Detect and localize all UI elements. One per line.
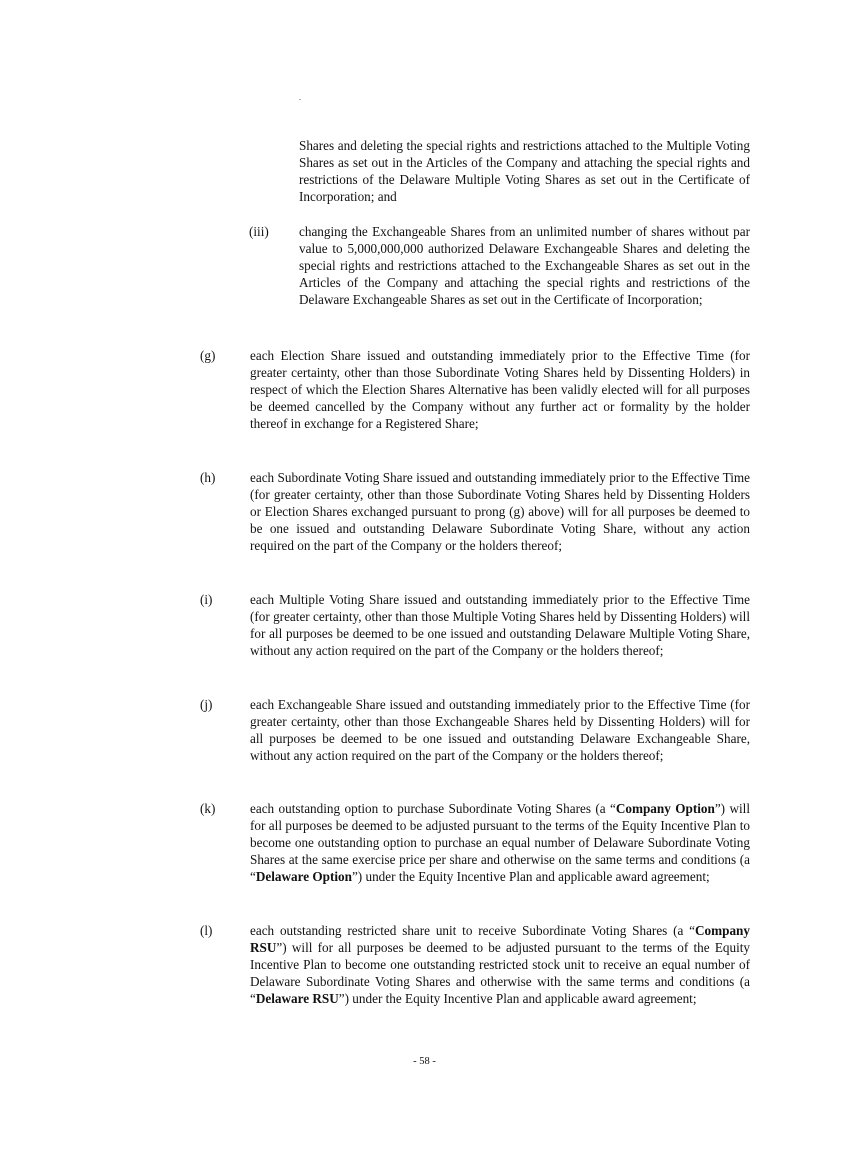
item-k-part-1: each outstanding option to purchase Subordinate Voting Shares (a “: [250, 801, 616, 816]
item-g-text: each Election Share issued and outstanding immediately prior to the Effective Time (for greater certainty, other than those Subordinate Voting Shares held by Dissenting Holders) in respect of which the Election Shares Alternative has been validly elected will for all purposes be deemed cancelled by the Company without any further act or formality by the holder thereof in exchange for a Registered Share;: [250, 348, 750, 432]
item-l-part-2: ”) will for all purposes be deemed to be adjusted pursuant to the terms of the Equity Incentive Plan to become one outstanding restricted stock unit to receive an equal number of Delaware Subordinate Voting Shares and otherwise with the same terms and conditions (a “: [250, 940, 750, 1007]
item-iii-text: changing the Exchangeable Shares from an unlimited number of shares without par value to 5,000,000,000 authorized Delaware Exchangeable Shares and deleting the special rights and restrictions attached to the Exchangeable Shares as set out in the Articles of the Company and attaching the special rights and restrictions of the Delaware Exchangeable Shares as set out in the Certificate of Incorporation;: [299, 224, 750, 308]
item-h-label: (h): [200, 470, 216, 485]
item-k-part-2: ”) will for all purposes be deemed to be adjusted pursuant to the terms of the Equity Incentive Plan to become one outstanding option to purchase an equal number of Delaware Subordinate Voting Shares at the same exercise price per share and otherwise on the same terms and conditions (a “: [250, 801, 750, 885]
item-h-text: each Subordinate Voting Share issued and outstanding immediately prior to the Effective Time (for greater certainty, other than those Subordinate Voting Shares held by Dissenting Holders or Election Shares exchanged pursuant to prong (g) above) will for all purposes be deemed to be one issued and outstanding Delaware Subordinate Voting Share, without any action required on the part of the Company or the holders thereof;: [250, 470, 750, 554]
item-k-part-3: ”) under the Equity Incentive Plan and applicable award agreement;: [351, 869, 710, 885]
item-k-text: [250, 800, 750, 885]
continuation-paragraph: Shares and deleting the special rights and restrictions attached to the Multiple Voting Shares as set out in the Articles of the Company and attaching the special rights and restrictions of the Delaware Multiple Voting Shares as set out in the Certificate of Incorporation; and: [299, 138, 750, 205]
defined-term-company-rsu: Company RSU: [250, 923, 750, 956]
page-number: - 58 -: [413, 1056, 436, 1067]
item-k-label: (k): [200, 801, 216, 816]
item-j-text: each Exchangeable Share issued and outstanding immediately prior to the Effective Time (for greater certainty, other than those Exchangeable Shares held by Dissenting Holders) will for all purposes be deemed to be one issued and outstanding Delaware Exchangeable Share, without any action required on the part of the Company or the holders thereof;: [250, 697, 750, 764]
item-l-part-3: ”) under the Equity Incentive Plan and applicable award agreement;: [338, 991, 697, 1007]
defined-term-company-option: Company Option: [615, 801, 715, 816]
item-l-part-1: each outstanding restricted share unit to receive Subordinate Voting Shares (a “: [250, 923, 696, 938]
item-j-label: (j): [200, 697, 213, 712]
item-i-text: each Multiple Voting Share issued and outstanding immediately prior to the Effective Time (for greater certainty, other than those Multiple Voting Shares held by Dissenting Holders) will for all purposes be deemed to be one issued and outstanding Delaware Multiple Voting Share, without any action required on the part of the Company or the holders thereof;: [250, 592, 750, 659]
defined-term-delaware-rsu: Delaware RSU: [255, 991, 339, 1007]
item-i-label: (i): [200, 592, 213, 607]
item-g-label: (g): [200, 348, 216, 363]
item-iii-label: (iii): [249, 224, 269, 239]
header-mark: .: [299, 93, 301, 102]
item-l-text: [250, 922, 750, 1007]
item-l-label: (l): [200, 923, 213, 938]
defined-term-delaware-option: Delaware Option: [255, 869, 352, 885]
